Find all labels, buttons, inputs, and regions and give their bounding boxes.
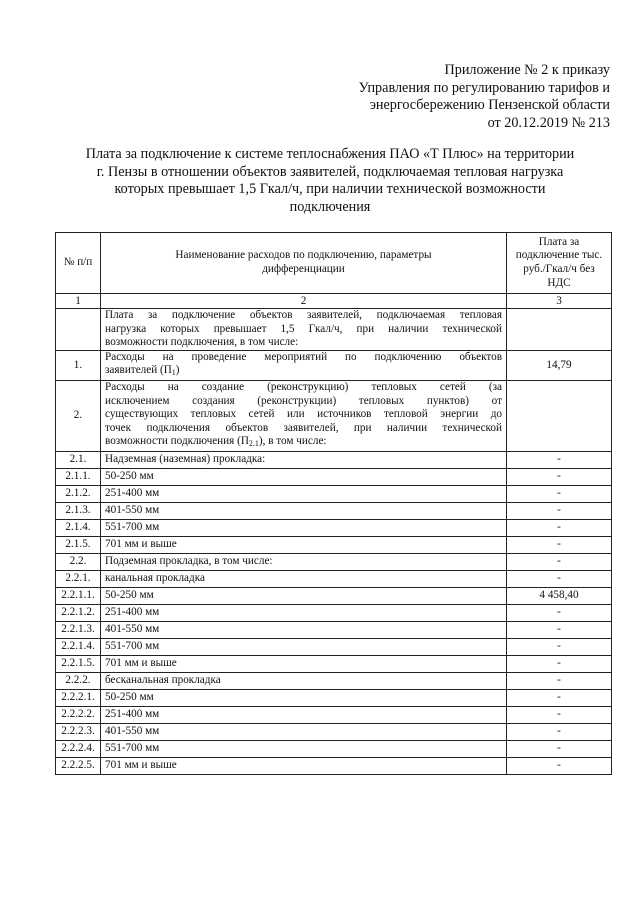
appendix-heading xyxy=(310,62,610,132)
row-name xyxy=(101,350,507,380)
row-number: 2.2.1.3. xyxy=(56,621,101,638)
row-name-line: Плата за подключение объектов заявителей, подключаемая тепловая xyxy=(105,309,502,321)
table-row-2 xyxy=(56,380,612,451)
table-header-row xyxy=(56,233,612,294)
column-index-row xyxy=(56,294,612,309)
column-index: 2 xyxy=(101,294,507,309)
row-value: - xyxy=(507,553,612,570)
row-value xyxy=(507,380,612,451)
row-value: - xyxy=(507,638,612,655)
subscript: 2.1 xyxy=(248,439,259,449)
title-line: Плата за подключение к системе теплоснабжения ПАО «Т Плюс» на территории xyxy=(85,146,575,162)
row-number: 2.2.2.4. xyxy=(56,740,101,757)
row-name: Надземная (наземная) прокладка: xyxy=(101,451,507,468)
row-name: 551-700 мм xyxy=(101,519,507,536)
document-title xyxy=(55,146,605,216)
row-name: канальная прокладка xyxy=(101,570,507,587)
row-name-text: ) xyxy=(175,364,180,377)
column-index: 1 xyxy=(56,294,101,309)
table-row xyxy=(56,706,612,723)
row-name: 401-550 мм xyxy=(101,723,507,740)
row-name: бесканальная прокладка xyxy=(101,672,507,689)
table-row xyxy=(56,672,612,689)
row-name: 50-250 мм xyxy=(101,468,507,485)
row-name-line: исключением создания (реконструкции) тепловых пунктов) от xyxy=(105,394,502,407)
row-value: 14,79 xyxy=(507,350,612,380)
row-value: - xyxy=(507,485,612,502)
column-index: 3 xyxy=(507,294,612,309)
row-name: 701 мм и выше xyxy=(101,757,507,774)
row-value: - xyxy=(507,740,612,757)
row-value: - xyxy=(507,570,612,587)
row-number: 2.1. xyxy=(56,451,101,468)
table-row xyxy=(56,502,612,519)
row-number: 2.1.5. xyxy=(56,536,101,553)
header-name: Наименование расходов по подключению, параметры дифференциации xyxy=(101,233,507,294)
row-name-line: нагрузка которых превышает 1,5 Гкал/ч, при наличии технической xyxy=(105,322,502,335)
table-row xyxy=(56,604,612,621)
row-number: 2.2.1.4. xyxy=(56,638,101,655)
row-value: - xyxy=(507,706,612,723)
row-number: 2.1.4. xyxy=(56,519,101,536)
row-number xyxy=(56,309,101,351)
appendix-line: от 20.12.2019 № 213 xyxy=(487,114,610,131)
title-line: подключения xyxy=(289,198,371,215)
row-value xyxy=(507,309,612,351)
row-name xyxy=(101,380,507,451)
row-number: 2.1.2. xyxy=(56,485,101,502)
table-row xyxy=(56,587,612,604)
row-name-line: возможности подключения, в том числе: xyxy=(105,336,299,349)
row-number: 2.2.2. xyxy=(56,672,101,689)
row-number: 2.2.1.2. xyxy=(56,604,101,621)
table-body xyxy=(56,451,612,774)
table-row xyxy=(56,485,612,502)
table-row xyxy=(56,519,612,536)
row-number: 2. xyxy=(56,380,101,451)
row-number: 2.2. xyxy=(56,553,101,570)
row-name-line xyxy=(105,364,502,380)
connection-fee-table xyxy=(55,232,612,775)
title-line: г. Пензы в отношении объектов заявителей, подключаемая тепловая нагрузка xyxy=(96,163,564,180)
subscript: 1 xyxy=(171,368,176,378)
header-value: Плата за подключение тыс. руб./Гкал/ч без НДС xyxy=(507,233,612,294)
row-name-text: ), в том числе: xyxy=(258,435,327,448)
row-number: 2.2.2.5. xyxy=(56,757,101,774)
row-value: - xyxy=(507,757,612,774)
row-value: - xyxy=(507,502,612,519)
row-value: - xyxy=(507,451,612,468)
row-value: - xyxy=(507,519,612,536)
table-row xyxy=(56,621,612,638)
row-value: 4 458,40 xyxy=(507,587,612,604)
row-name-line xyxy=(105,435,502,451)
row-name: 50-250 мм xyxy=(101,587,507,604)
row-value: - xyxy=(507,689,612,706)
row-name: 251-400 мм xyxy=(101,706,507,723)
row-name-line: существующих тепловых сетей или источников тепловой энергии до xyxy=(105,408,502,421)
appendix-line: энергосбережению Пензенской области xyxy=(369,97,610,113)
table-row xyxy=(56,723,612,740)
table-row-1 xyxy=(56,350,612,380)
table-row-intro xyxy=(56,309,612,351)
row-name-line: Расходы на создание (реконструкцию) тепловых сетей (за xyxy=(105,380,502,393)
row-number: 2.2.1. xyxy=(56,570,101,587)
row-number: 2.2.2.3. xyxy=(56,723,101,740)
table-row xyxy=(56,655,612,672)
header-number: № п/п xyxy=(56,233,101,294)
row-value: - xyxy=(507,655,612,672)
table-row xyxy=(56,570,612,587)
row-name: 701 мм и выше xyxy=(101,536,507,553)
row-value: - xyxy=(507,723,612,740)
row-name: Подземная прокладка, в том числе: xyxy=(101,553,507,570)
row-number: 2.2.1.1. xyxy=(56,587,101,604)
appendix-line: Приложение № 2 к приказу xyxy=(444,62,610,78)
row-value: - xyxy=(507,536,612,553)
row-name: 50-250 мм xyxy=(101,689,507,706)
row-number: 2.1.1. xyxy=(56,468,101,485)
row-name: 701 мм и выше xyxy=(101,655,507,672)
table-row xyxy=(56,451,612,468)
table-row xyxy=(56,553,612,570)
table-row xyxy=(56,757,612,774)
appendix-line: Управления по регулированию тарифов и xyxy=(358,79,610,96)
row-name-line: Расходы на проведение мероприятий по подключению объектов xyxy=(105,350,502,363)
row-number: 2.1.3. xyxy=(56,502,101,519)
table-row xyxy=(56,536,612,553)
row-value: - xyxy=(507,468,612,485)
row-number: 2.2.2.1. xyxy=(56,689,101,706)
row-name-text: заявителей (П xyxy=(105,364,172,377)
table-row xyxy=(56,689,612,706)
row-value: - xyxy=(507,672,612,689)
row-name-text: возможности подключения (П xyxy=(105,435,249,448)
row-number: 2.2.2.2. xyxy=(56,706,101,723)
row-name: 251-400 мм xyxy=(101,485,507,502)
table-row xyxy=(56,740,612,757)
row-name: 551-700 мм xyxy=(101,638,507,655)
row-value: - xyxy=(507,604,612,621)
row-name xyxy=(101,309,507,351)
table-row xyxy=(56,638,612,655)
row-number: 2.2.1.5. xyxy=(56,655,101,672)
row-name: 551-700 мм xyxy=(101,740,507,757)
row-name: 251-400 мм xyxy=(101,604,507,621)
row-name: 401-550 мм xyxy=(101,621,507,638)
row-name: 401-550 мм xyxy=(101,502,507,519)
title-line: которых превышает 1,5 Гкал/ч, при наличии технической возможности xyxy=(114,181,546,197)
row-value: - xyxy=(507,621,612,638)
row-number: 1. xyxy=(56,350,101,380)
row-name-line: точек подключения объектов заявителей, при наличии технической xyxy=(105,421,502,434)
table-row xyxy=(56,468,612,485)
